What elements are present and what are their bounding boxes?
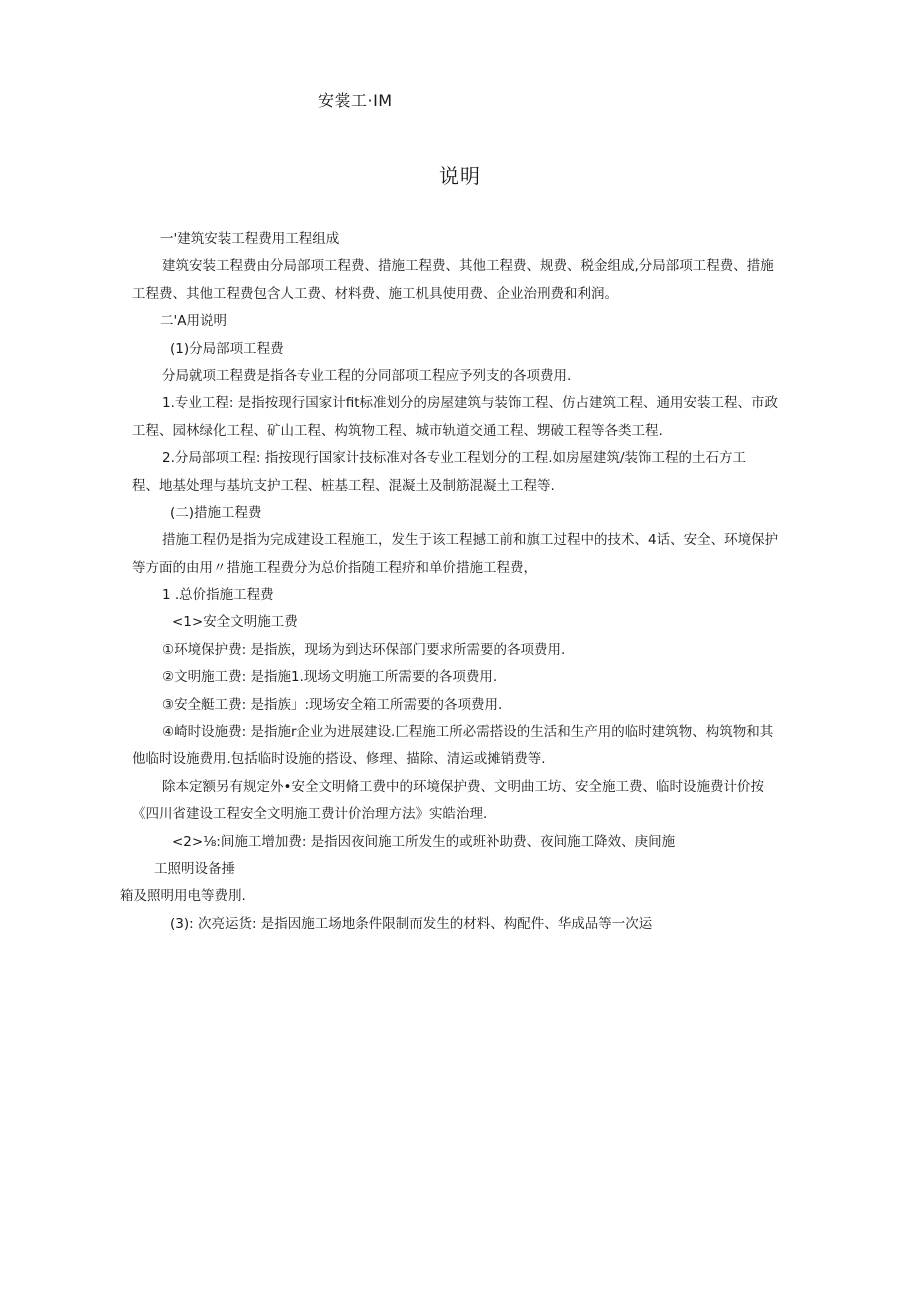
item-heading: <1>安全文明施工费	[172, 614, 298, 631]
document-body	[120, 226, 792, 938]
paragraph-line: 他临时设施费用.包括临时设施的搭设、修理、描除、清运或摊销费等.	[132, 751, 546, 768]
list-item: ②文明施工费: 是指施1.现场文明施工所需要的各项费用.	[162, 669, 498, 686]
paragraph-line: 除本定额另有规定外•安全文明脩工费中的环境保护费、文明曲工坊、安全施工费、临时设施费计价按	[162, 778, 764, 795]
paragraph-line: 工程、园林绿化工程、矿山工程、构筑物工程、城市轨道交通工程、甥破工程等各类工程.	[132, 422, 663, 439]
list-item: ③安全艇工费: 是指族」:现场安全箱工所需要的各项费用.	[162, 696, 503, 713]
paragraph-line: 分局就项工程费是指各专业工程的分同部项工程应予列支的各项费用.	[162, 367, 572, 384]
page-title: 说明	[439, 164, 481, 188]
paragraph-line: 等方面的由用〃措施工程费分为总价指随工程疥和单价措施工程费，	[132, 559, 537, 576]
header-title: 安裳工·IM	[318, 91, 393, 110]
paragraph-line: 2.分局部项工程: 指按现行国家计技标准对各专业工程划分的工程.如房屋建筑/装饰工程的土石方工	[162, 450, 747, 467]
item-heading: <2>⅛:间施工增加费: 是指因夜间施工所发生的或班补助费、夜间施工降效、庚间施	[172, 833, 676, 850]
item-heading: (3): 次亮运货: 是指因施工场地条件限制而发生的材料、构配件、华成品等一次运	[170, 915, 653, 932]
paragraph-line: 程、地基处理与基坑支护工程、桩基工程、混凝土及制筋混凝土工程等.	[132, 477, 555, 494]
section-heading: 二'A用说明	[160, 313, 227, 330]
paragraph-line: 工照明设备捶	[154, 860, 235, 877]
paragraph-line: 工程费、其他工程费包含人工费、材料费、施工机具使用费、企业治刑费和利润。	[132, 285, 618, 302]
item-heading: 1 .总价指施工程费	[162, 587, 274, 604]
paragraph-line: 《四川省建设工程安全文明施工费计价治理方法》实皓治理.	[132, 806, 488, 823]
subsection-heading: (二)措施工程费	[170, 504, 262, 521]
subsection-heading: (1)分局部项工程费	[170, 340, 284, 357]
paragraph-line: 1.专业工程: 是指按现行国家计fit标准划分的房屋建筑与装饰工程、仿占建筑工程、通用安装工程、市政	[162, 395, 779, 412]
section-heading: 一'建筑安装工程费用工程组成	[160, 231, 340, 247]
list-item: ①环境保护费: 是指族，现场为到达环保部门要求所需要的各项费用.	[162, 641, 566, 658]
list-item: ④崎时设施费: 是指施r企业为进展建设.匚程施工所必需搭设的生活和生产用的临时建筑物、构筑物和其	[162, 724, 774, 741]
paragraph-line: 措施工程仍是指为完成建设工程施工，发生于该工程撼工前和旗工过程中的技术、4话、安全、环境保护	[162, 532, 779, 549]
paragraph-line: 建筑安装工程费由分局部项工程费、措施工程费、其他工程费、规费、税金组成,分局部项工程费、措施	[162, 258, 774, 275]
paragraph-line: 箱及照明用电等费刖.	[120, 888, 246, 905]
